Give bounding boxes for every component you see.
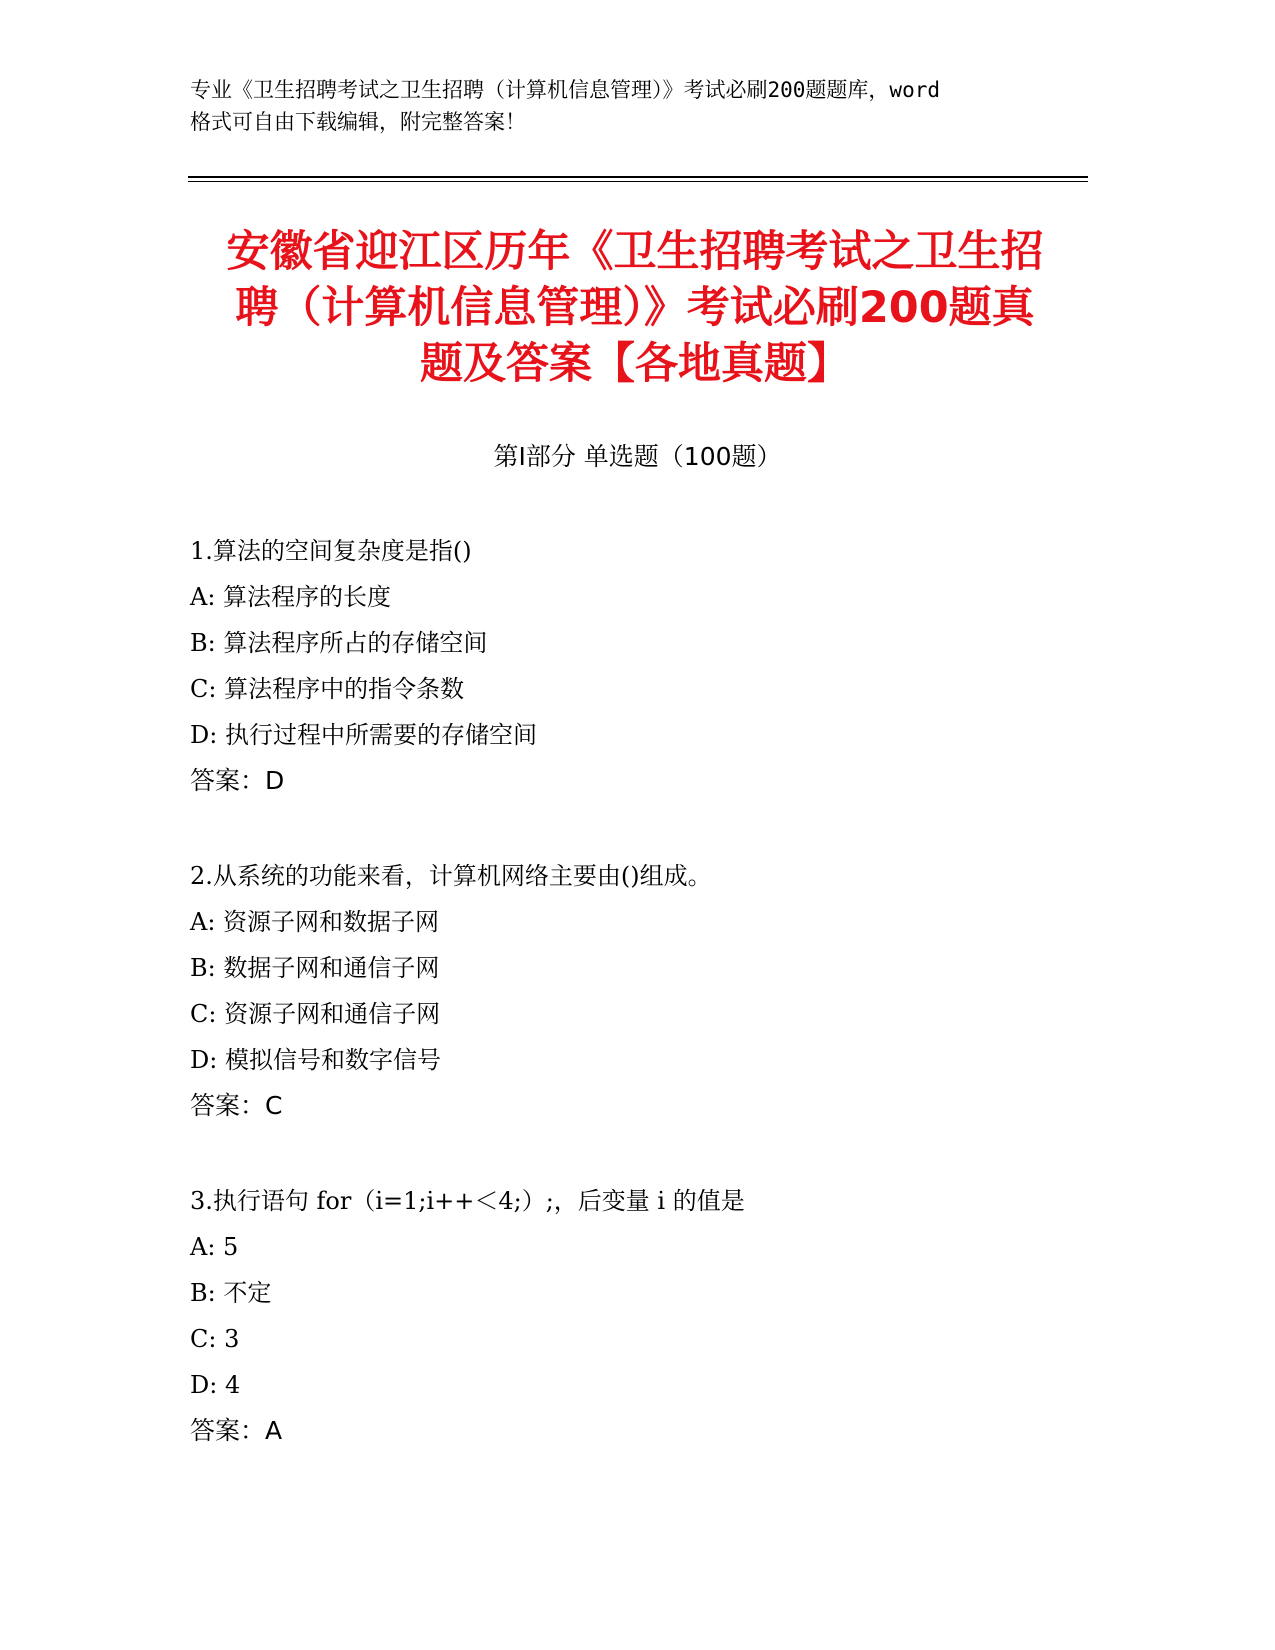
option-c: C: 资源子网和通信子网 xyxy=(190,1000,441,1028)
question-list xyxy=(190,528,1090,1503)
answer: 答案：D xyxy=(190,766,285,795)
answer: 答案：A xyxy=(190,1416,283,1445)
section-title: 第Ⅰ部分 单选题（100题） xyxy=(493,442,782,471)
option-d: D: 执行过程中所需要的存储空间 xyxy=(190,721,537,749)
question-3 xyxy=(190,1178,1090,1454)
option-d: D: 模拟信号和数字信号 xyxy=(190,1046,441,1074)
option-d: D: 4 xyxy=(190,1371,241,1399)
header-note-line-2: 格式可自由下载编辑，附完整答案！ xyxy=(190,110,526,134)
question-2 xyxy=(190,853,1090,1129)
header-note-line-1: 专业《卫生招聘考试之卫生招聘（计算机信息管理）》考试必刷200题题库，word xyxy=(190,78,940,102)
question-stem: 3.执行语句 for（i=1;i++＜4;）;，后变量 i 的值是 xyxy=(190,1187,745,1215)
option-b: B: 算法程序所占的存储空间 xyxy=(190,629,488,657)
document-title-line-1: 安徽省迎江区历年《卫生招聘考试之卫生招 xyxy=(226,227,1044,277)
document-title-line-2: 聘（计算机信息管理）》考试必刷200题真 xyxy=(235,283,1035,333)
option-b: B: 数据子网和通信子网 xyxy=(190,954,440,982)
header-divider-thin xyxy=(188,181,1088,182)
question-stem: 1.算法的空间复杂度是指() xyxy=(190,537,472,565)
option-c: C: 算法程序中的指令条数 xyxy=(190,675,465,703)
header-note xyxy=(190,74,1090,138)
question-stem: 2.从系统的功能来看，计算机网络主要由()组成。 xyxy=(190,862,712,890)
document-title-line-3: 题及答案【各地真题】 xyxy=(420,339,850,389)
option-a: A: 5 xyxy=(190,1233,239,1261)
option-a: A: 算法程序的长度 xyxy=(190,583,392,611)
option-b: B: 不定 xyxy=(190,1279,272,1307)
option-c: C: 3 xyxy=(190,1325,240,1353)
question-1 xyxy=(190,528,1090,804)
document-title xyxy=(180,224,1090,392)
option-a: A: 资源子网和数据子网 xyxy=(190,908,440,936)
header-divider-thick xyxy=(188,176,1088,178)
answer: 答案：C xyxy=(190,1091,283,1120)
